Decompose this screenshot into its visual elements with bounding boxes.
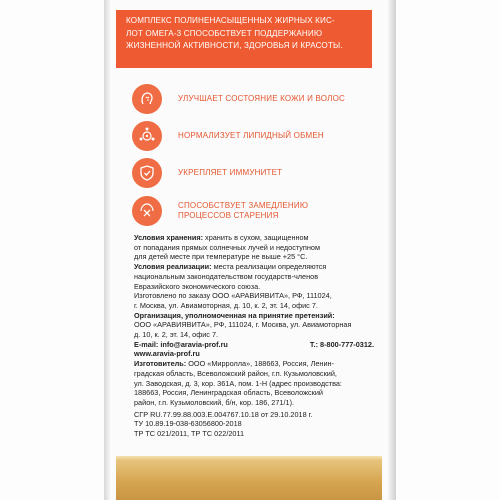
benefit-skin-hair [132, 84, 345, 114]
benefit-text [178, 201, 308, 221]
header-line-2: ЛОТ ОМЕГА-3 СПОСОБСТВУЕТ ПОДДЕРЖАНИЮ [126, 28, 323, 38]
header-line-1: КОМПЛЕКС ПОЛИНЕНАСЫЩЕННЫХ ЖИРНЫХ КИС- [126, 16, 335, 25]
producer-text-4: 188663, Россия, Ленинградская область, Всеволожский [134, 388, 323, 398]
claims-text-1: ООО «АРАВИЯВИТА», РФ, 111024, г. Москва, ул. Авиамоторная [134, 320, 352, 330]
made-text-2: г. Москва, ул. Авиамоторная, д. 10, к. 2, эт. 14, офис 7. [134, 300, 318, 310]
sale-label: Условия реализации: [134, 262, 212, 272]
benefit-lipid [132, 121, 324, 151]
storage-text-3: для детей месте при температуре не выше +25 °С. [134, 252, 308, 262]
face-icon [132, 84, 162, 114]
phone-text: Т.: 8-800-777-0312. [309, 339, 374, 349]
producer-text-5: район, г.п. Кузьмоловский, б/н, кор. 186, 271/1). [134, 397, 295, 407]
benefit-text: НОРМАЛИЗУЕТ ЛИПИДНЫЙ ОБМЕН [178, 131, 324, 140]
cert-text-2: ТУ 10.89.19-038-63056800-2018 [134, 419, 242, 429]
producer-text-2: градская область, Всеволожский район, г.п. Кузьмоловский, [134, 368, 337, 378]
benefit-anti-aging [132, 196, 308, 226]
producer-text-1: ООО «Мирролла», 188663, Россия, Ленин- [186, 359, 334, 369]
shield-icon [132, 158, 162, 188]
made-text-1: Изготовлено по заказу ООО «АРАВИЯВИТА», РФ, 111024, [134, 291, 332, 301]
storage-label: Условия хранения: [134, 233, 204, 242]
storage-text-1: хранить в сухом, защищенном [203, 233, 309, 242]
benefit-text: УКРЕПЛЯЕТ ИММУНИТЕТ [178, 168, 283, 177]
email-text: E-mail: info@aravia-prof.ru [134, 339, 228, 349]
header-banner [116, 10, 372, 68]
anti-age-icon [132, 196, 162, 226]
producer-text-3: ул. Заводская, д. 3, кор. 361А, пом. 1-Н (адрес производства: [134, 378, 342, 388]
website-text: www.aravia-prof.ru [134, 349, 200, 359]
product-info-text [134, 233, 374, 439]
sale-text-3: Евразийского экономического союза. [134, 281, 261, 291]
benefit-text: УЛУЧШАЕТ СОСТОЯНИЕ КОЖИ И ВОЛОС [178, 94, 345, 103]
cert-text-1: СГР RU.77.99.88.003.Е.004767.10.18 от 29.10.2018 г. [134, 409, 313, 419]
sale-text-2: национальным законодательством государств-членов [134, 271, 319, 281]
header-line-3: ЖИЗНЕННОЙ АКТИВНОСТИ, ЗДОРОВЬЯ И КРАСОТЫ. [126, 41, 343, 51]
sale-text-1: места реализации определяются [211, 262, 327, 272]
producer-label: Изготовитель: [134, 359, 187, 369]
benefit-text-line-1: СПОСОБСТВУЕТ ЗАМЕДЛЕНИЮ [178, 201, 309, 210]
benefit-text-line-2: ПРОЦЕССОВ СТАРЕНИЯ [178, 211, 279, 220]
storage-text-2: от попадания прямых солнечных лучей и недоступном [134, 242, 320, 252]
contacts-row [134, 340, 374, 350]
molecule-icon [132, 121, 162, 151]
claims-label: Организация, уполномоченная на принятие претензий: [134, 310, 335, 320]
claims-text-2: д. 10, к. 2, эт. 14, офис 7. [134, 330, 219, 340]
gold-foil-band [116, 460, 382, 500]
benefit-immunity [132, 158, 282, 188]
cert-text-3: ТР ТС 021/2011, ТР ТС 022/2011 [134, 429, 245, 439]
